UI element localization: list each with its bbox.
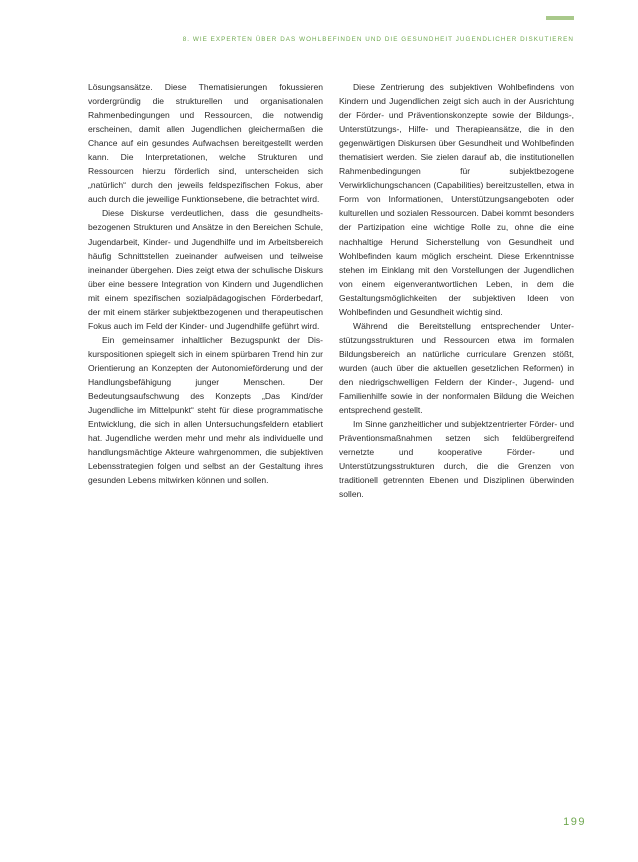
right-column <box>339 80 574 501</box>
header-accent-bar <box>546 16 574 20</box>
paragraph: Während die Bereitstellung entsprechender Unterstützungsstrukturen und Ressourcen etwa im formalen Bildungsbereich an natürliche curriculare Grenzen stößt, wurden (auch über die aktuellen gesetzlichen Reformen) in den niedrigschwelligen Feldern der Kinder-, Jugend- und Familienhilfe sowie in der nonformalen Bildung die Weichen entsprechend gestellt. <box>339 320 574 416</box>
paragraph: Ein gemeinsamer inhaltlicher Bezugspunkt der Diskurspositionen spiegelt sich in einem spürbaren Trend hin zur Orientierung an Konzepten der Autonomieförderung und der Handlungsbefähigung junger Menschen. Der Bedeutungsaufschwung des Konzepts „Das Kind/der Jugendliche im Mittelpunkt“ steht für diese programmatische Entwicklung, die sich in allen Untersuchungsfeldern etabliert hat. Jugendliche werden mehr und mehr als individuelle und handlungsmächtige Akteure wahrgenommen, die subjektiven Lebensstrategien folgen und selbst an der Gestaltung ihres gesunden Lebens mitwirken können und sollen. <box>88 334 323 486</box>
paragraph: Lösungsansätze. Diese Thematisierungen fokussieren vordergründig die strukturellen und organisationalen Rahmenbedingungen und Ressourcen, die notwendig erscheinen, damit allen Jugendlichen gleichermaßen die Chance auf ein gesundes Aufwachsen bereitgestellt werden kann. Die Interpretationen, welche Strukturen und Ressourcen hierzu förderlich sind, unterscheiden sich „natürlich“ durch den jeweils feldspezifischen Fokus, aber auch durch die jeweilige Funktionsebene, die betrachtet wird. <box>88 82 323 205</box>
paragraph: Diese Zentrierung des subjektiven Wohlbefindens von Kindern und Jugendlichen zeigt sich auch in der Ausrichtung der Förder- und Präventionskonzepte sowie der Bildungs-, Unterstützungs-, Hilfe- und Therapieansätze, die in den gegenwärtigen Diskursen über Gesundheit und Wohlbefinden thematisiert werden. Sie zielen darauf ab, die institutionellen Rahmenbedingungen für subjektbezogene Verwirklichungschancen (Capabilities) bereitzustellen, etwa in Form von Informationen, Unterstützungsangeboten oder kulturellen und sozialen Ressourcen. Dabei kommt besonders der Partizipation eine wichtige Rolle zu, ohne die eine nachhaltige Herund Sicherstellung von Gesundheit und Wohlbefinden kaum möglich erscheint. Diese Erkenntnisse stehen im Einklang mit den Vorstellungen der Jugendlichen von einem eigenverantwortlichen Leben, in dem die Gestaltungsmöglichkeiten der subjektiven Ideen von Wohlbefinden und Gesundheit wichtig sind. <box>339 82 574 317</box>
page-number: 199 <box>563 816 586 828</box>
running-header: 8. WIE EXPERTEN ÜBER DAS WOHLBEFINDEN UND DIE GESUNDHEIT JUGENDLICHER DISKUTIEREN <box>182 36 574 43</box>
paragraph: Diese Diskurse verdeutlichen, dass die gesundheitsbezogenen Strukturen und Ansätze in den Bereichen Schule, Jugendarbeit, Kinder- und Jugendhilfe und im Arbeitsbereich häufig Schnittstellen zueinander aufweisen und teilweise ineinander übergehen. Dies zeigt etwa der schulische Diskurs über eine bessere Integration von Kindern und Jugendlichen mit einem spezifischen sozialpädagogischen Förderbedarf, der mit einem stärker subjektbezogenen und therapeutischen Fokus auch im Feld der Kinder- und Jugendhilfe geführt wird. <box>88 208 323 331</box>
body-columns <box>88 80 574 501</box>
paragraph: Im Sinne ganzheitlicher und subjektzentrierter Förder- und Präventionsmaßnahmen setzen sich feldübergreifend vernetzte und kooperative Förder- und Unterstützungsstrukturen durch, die die Grenzen von traditionell getrennten Ebenen und Disziplinen überwinden sollen. <box>339 419 574 500</box>
left-column <box>88 80 323 501</box>
